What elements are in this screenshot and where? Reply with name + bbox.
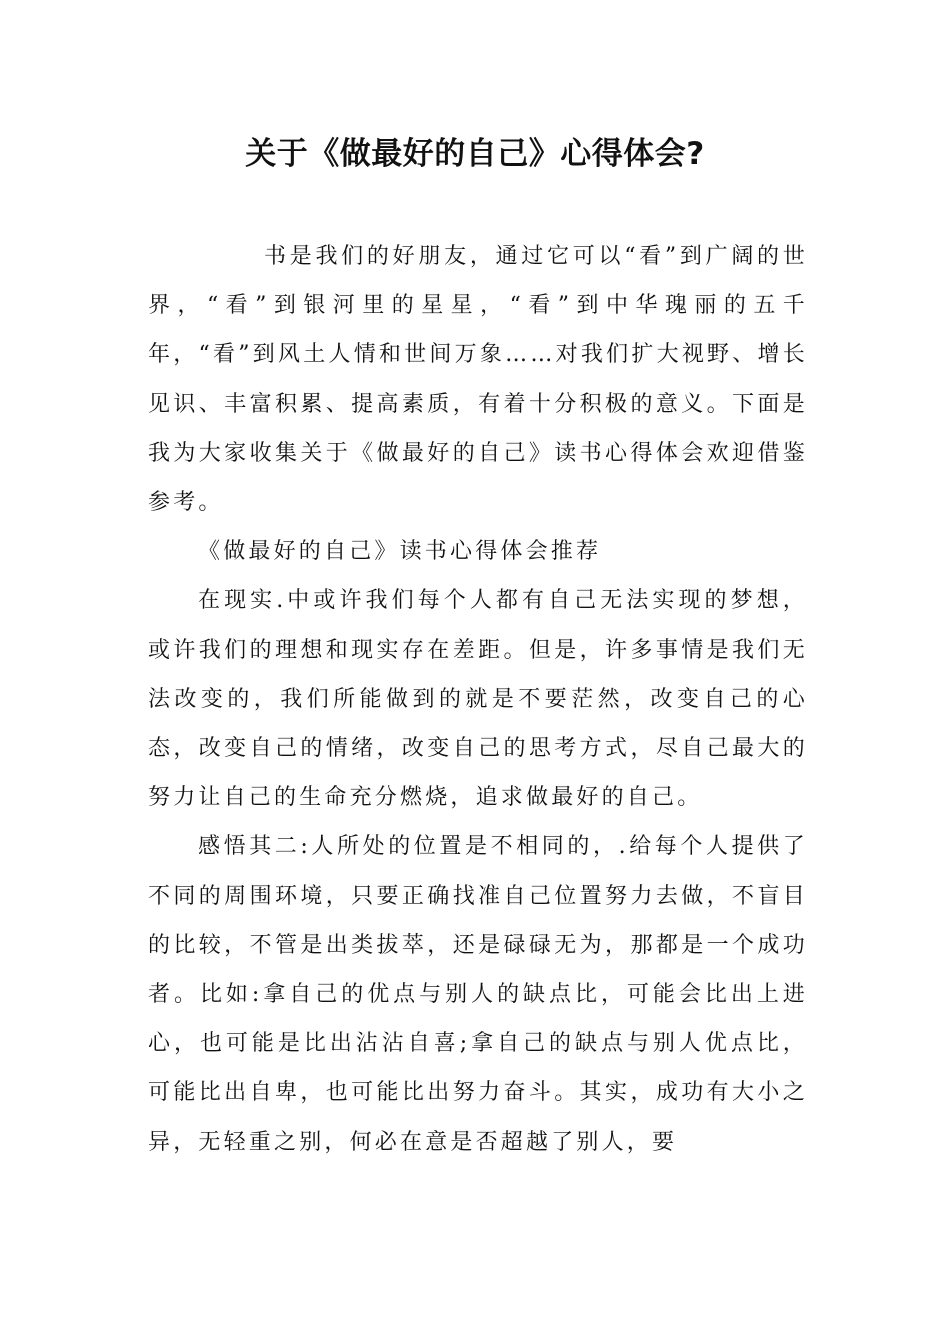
section-heading: 《做最好的自己》读书心得体会推荐 — [198, 539, 602, 565]
intro-paragraph: 书是我们的好朋友，通过它可以“看”到广阔的世界，“看”到银河里的星星，“看”到中华瑰丽的五千年，“看”到风土人情和世间万象……对我们扩大视野、增长见识、丰富积累、提高素质，有着十分积极的意义。下面是我为大家收集关于《做最好的自己》读书心得体会欢迎借鉴参考。 — [148, 244, 808, 516]
document-body — [148, 232, 808, 1167]
body-paragraph-2: 感悟其二:人所处的位置是不相同的，.给每个人提供了不同的周围环境，只要正确找准自己位置努力去做，不盲目的比较，不管是出类拔萃，还是碌碌无为，那都是一个成功者。比如:拿自己的优点与别人的缺点比，可能会比出上进心，也可能是比出沾沾自喜;拿自己的缺点与别人优点比，可能比出自卑，也可能比出努力奋斗。其实，成功有大小之异，无轻重之别，何必在意是否超越了别人，要 — [148, 834, 808, 1155]
body-paragraph-1: 在现实.中或许我们每个人都有自己无法实现的梦想，或许我们的理想和现实存在差距。但是，许多事情是我们无法改变的，我们所能做到的就是不要茫然，改变自己的心态，改变自己的情绪，改变自己的思考方式，尽自己最大的努力让自己的生命充分燃烧，追求做最好的自己。 — [148, 588, 808, 811]
document-title: 关于《做最好的自己》心得体会? — [245, 136, 705, 172]
